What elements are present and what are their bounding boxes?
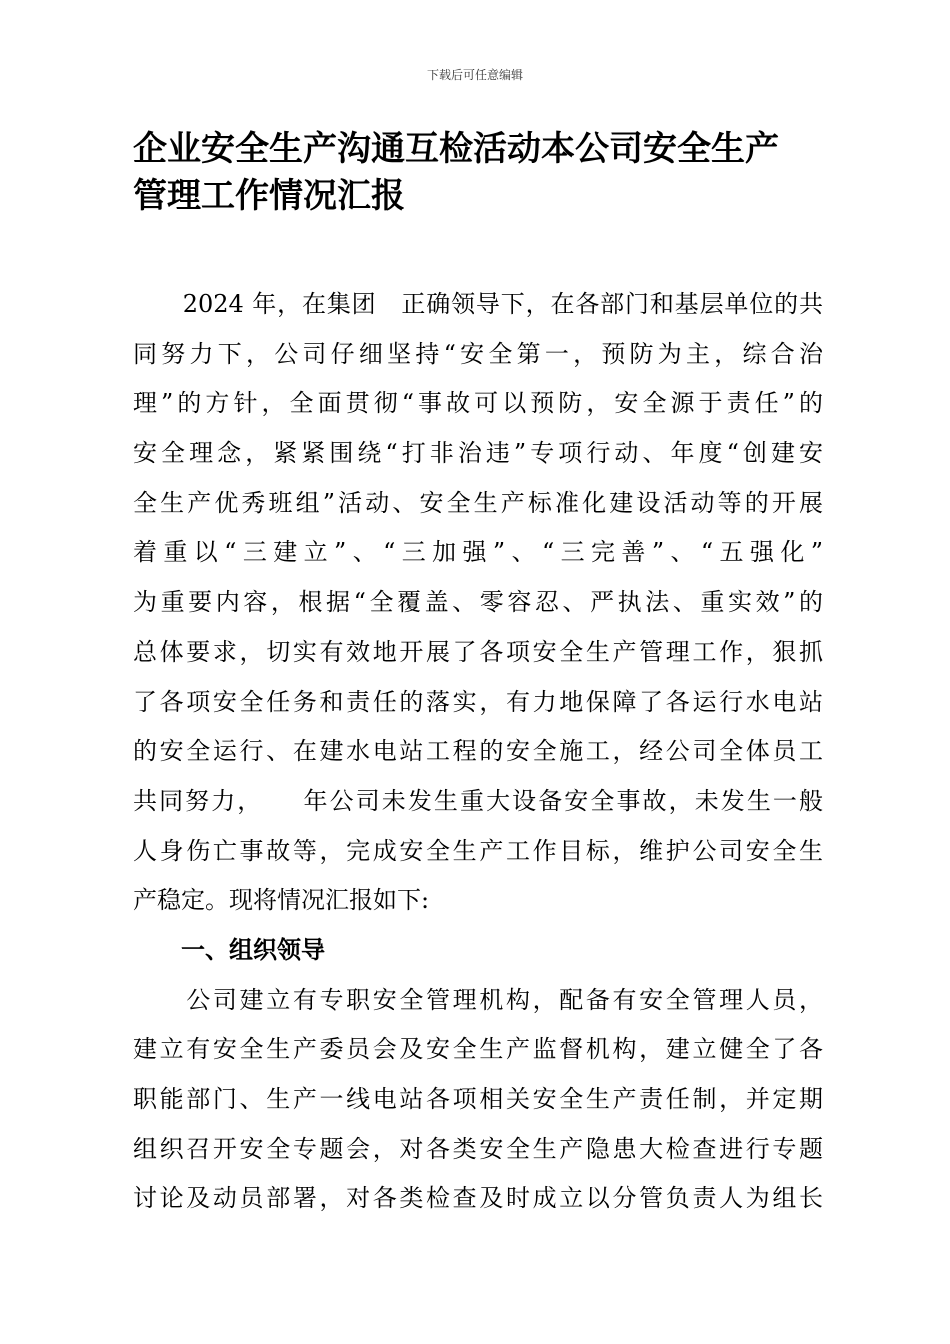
paragraph-line: 建立有安全生产委员会及安全生产监督机构，建立健全了各 [133, 1035, 823, 1064]
paragraph-line: 的安全运行、在建水电站工程的安全施工，经公司全体员工 [133, 737, 823, 766]
paragraph-line: 公司建立有专职安全管理机构，配备有安全管理人员， [133, 985, 823, 1014]
paragraph-line: 同努力下，公司仔细坚持“安全第一，预防为主，综合治 [133, 339, 823, 368]
paragraph-line: 职能部门、生产一线电站各项相关安全生产责任制，并定期 [133, 1085, 823, 1113]
document-title [133, 126, 833, 220]
section-heading: 一、组织领导 [181, 935, 325, 964]
paragraph-line: 全生产优秀班组”活动、安全生产标准化建设活动等的开展 [133, 488, 823, 517]
paragraph-line: 人身伤亡事故等，完成安全生产工作目标，维护公司安全生 [133, 836, 823, 865]
paragraph-line: 总体要求，切实有效地开展了各项安全生产管理工作，狠抓 [133, 637, 823, 666]
paragraph-line: 产稳定。现将情况汇报如下: [133, 886, 430, 915]
paragraph-line: 2024 年，在集团 正确领导下，在各部门和基层单位的共 [133, 290, 823, 318]
paragraph-line: 了各项安全任务和责任的落实，有力地保障了各运行水电站 [133, 687, 823, 716]
paragraph-line: 讨论及动员部署，对各类检查及时成立以分管负责人为组长 [133, 1184, 823, 1213]
paragraph-line: 共同努力， 年公司未发生重大设备安全事故，未发生一般 [133, 786, 823, 815]
paragraph-line: 理”的方针，全面贯彻“事故可以预防，安全源于责任”的 [133, 389, 823, 418]
title-line: 企业安全生产沟通互检活动本公司安全生产 [133, 129, 779, 169]
paragraph-line: 组织召开安全专题会，对各类安全生产隐患大检查进行专题 [133, 1134, 823, 1163]
page-header: 下载后可任意编辑 [426, 68, 523, 82]
paragraph-line: 为重要内容，根据“全覆盖、零容忍、严执法、重实效”的 [133, 588, 823, 617]
paragraph-line: 安全理念，紧紧围绕“打非治违”专项行动、年度“创建安 [133, 439, 823, 468]
paragraph-line: 着重以“三建立”、“三加强”、“三完善”、“五强化” [133, 538, 823, 567]
title-line: 管理工作情况汇报 [133, 176, 405, 216]
document-body [133, 280, 823, 1224]
